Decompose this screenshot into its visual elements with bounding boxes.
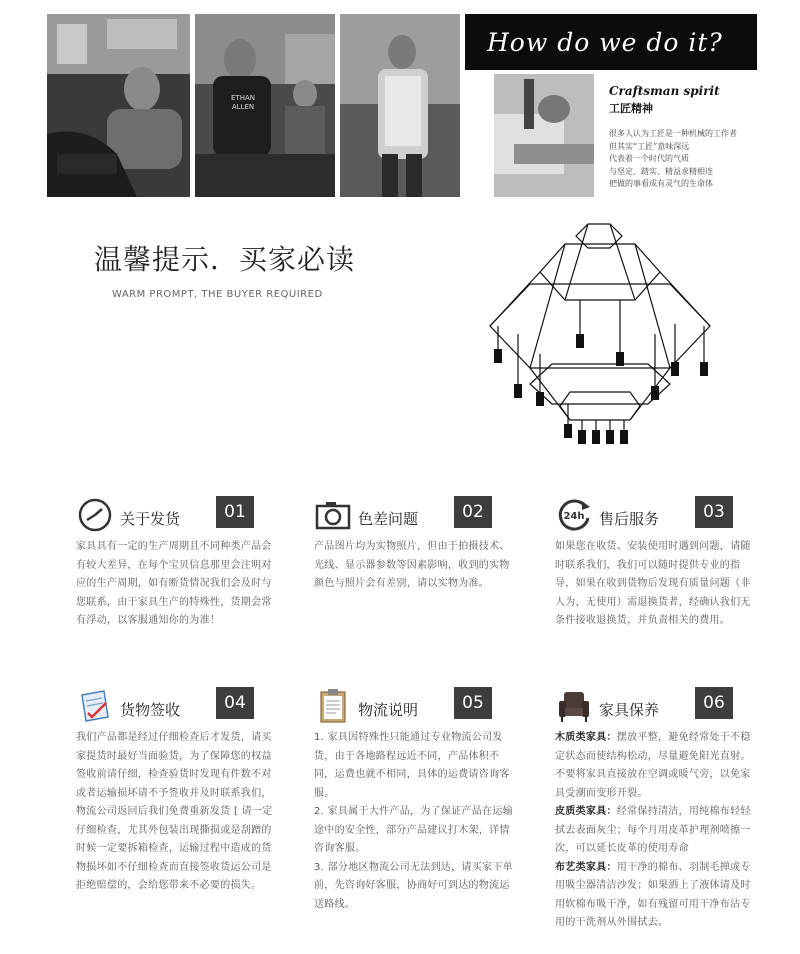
maintenance-label: 皮质类家具： xyxy=(555,806,617,817)
card-number: 03 xyxy=(695,496,733,528)
craftsman-banner xyxy=(47,14,757,197)
maintenance-text: 经常保持清洁，用纯棉布轻轻拭去表面灰尘；每个月用皮革护理剂喷擦一次，可以延长皮革的使用寿命 xyxy=(555,806,751,854)
signed-document-icon xyxy=(76,687,114,725)
card-body xyxy=(314,729,514,914)
card-title: 家具保养 xyxy=(599,701,660,719)
card-receipt xyxy=(76,687,276,896)
clipboard-icon xyxy=(314,687,352,725)
card-body xyxy=(555,729,755,933)
craftsman-spirit-block xyxy=(609,84,759,191)
card-title: 关于发货 xyxy=(120,510,181,528)
card-body: 如果您在收货、安装使用时遇到问题，请随时联系我们，我们可以随时提供专业的指导，如果在收到货物后发现有质量问题（非人为，无使用）需退换货者，经确认我们无条件接收退换货，并负责相关的费用。 xyxy=(555,541,751,626)
craftsman-photo-3 xyxy=(340,14,460,197)
craftsman-photo-2 xyxy=(195,14,335,197)
shirt-logo-text: ETHAN ALLEN xyxy=(231,94,255,111)
armchair-icon xyxy=(555,687,593,725)
logistics-paragraph-2: 2. 家具属于大件产品，为了保证产品在运输途中的安全性，部分产品建议打木架，详情咨询客服。 xyxy=(314,806,514,854)
24h-service-icon xyxy=(555,496,593,534)
maintenance-text: 用干净的棉布、羽制毛掸或专用吸尘器清洁沙发；如果洒上了液体请及时用软棉布吸干净，如有残留可用干净布沾专用的干洗剂从外围拭去。 xyxy=(555,861,751,928)
card-title: 货物签收 xyxy=(120,701,181,719)
card-title: 售后服务 xyxy=(599,510,660,528)
card-shipping xyxy=(76,496,276,631)
maintenance-label: 木质类家具： xyxy=(555,732,617,743)
logistics-paragraph-1: 1. 家具因特殊性只能通过专业物流公司发货，由于各地路程远近不同，产品体积不同，运费也就不相同，具体的运费请咨询客服。 xyxy=(314,732,510,799)
maintenance-item xyxy=(555,859,755,933)
card-number: 04 xyxy=(216,687,254,719)
craftsman-spirit-title: Craftsman spirit xyxy=(609,84,720,98)
card-number: 01 xyxy=(216,496,254,528)
craftsman-spirit-desc: 很多人认为工匠是一种机械的工作者 但其实“工匠”意味深远 代表着一个时代的气质 与坚定、踏实、精益求精相连 把做的事看成有灵气的生命体 xyxy=(609,129,737,188)
logistics-paragraph-3: 3. 部分地区物流公司无法到达，请买家下单前，先咨询好客服，协商好可到达的物流运送路线。 xyxy=(314,861,514,910)
maintenance-label: 布艺类家具： xyxy=(555,861,617,873)
card-after-sales xyxy=(555,496,755,631)
maintenance-item xyxy=(555,729,755,803)
warm-prompt-title: 温馨提示．买家必读 xyxy=(94,243,356,276)
card-title: 物流说明 xyxy=(358,701,419,719)
craftsman-photo-1 xyxy=(47,14,190,197)
card-title: 色差问题 xyxy=(358,510,419,528)
card-color-difference xyxy=(314,496,514,594)
card-number: 06 xyxy=(695,687,733,719)
card-body: 家具具有一定的生产周期且不同种类产品会有较大差异，在每个宝贝信息那里会注明对应的生产周期，如有断货情况我们会及时与您联系，由于家具生产的特殊性，货期会常有浮动，以客服通知你的为准！ xyxy=(76,541,272,626)
card-number: 05 xyxy=(454,687,492,719)
maintenance-text: 摆放平整，避免经常处于不稳定状态而使结构松动，尽量避免阳光直射。不要将家具直接放在空调或暖气旁，以免家具受潮而变形开裂。 xyxy=(555,732,751,799)
svg-text:24h: 24h xyxy=(563,511,585,522)
card-body: 我们产品都是经过仔细检查后才发货，请买家提货时最好当面验货，为了保障您的权益签收前请仔细，检查验货时发现有件数不对或者运输损坏请不予签收并及时联系我们，物流公司返回后我们免费重新发货 [ 请一定仔细检查，尤其外包装出现撕损或是刮蹭的时候一定要拆箱检查，运输过程中造成的货物损坏如不仔细检查而直接签收货运公司是拒绝赔偿的，会给您带来不必要的损失。 xyxy=(76,732,273,891)
card-number: 02 xyxy=(454,496,492,528)
craftsman-spirit-cn: 工匠精神 xyxy=(609,102,653,115)
maintenance-item xyxy=(555,803,755,859)
camera-icon xyxy=(314,496,352,534)
warm-prompt-subtitle: WARM PROMPT, THE BUYER REQUIRED xyxy=(112,289,323,300)
card-logistics xyxy=(314,687,514,914)
craftsman-photo-4 xyxy=(494,74,594,197)
how-do-we-do-it-heading: How do we do it? xyxy=(465,14,757,70)
chandelier-image xyxy=(470,214,730,454)
card-maintenance xyxy=(555,687,755,933)
card-body: 产品图片均为实物照片，但由于拍摄技术、光线、显示器参数等因素影响，收到的实物颜色与照片会有差别，请以实物为准。 xyxy=(314,541,510,589)
clock-icon xyxy=(76,496,114,534)
